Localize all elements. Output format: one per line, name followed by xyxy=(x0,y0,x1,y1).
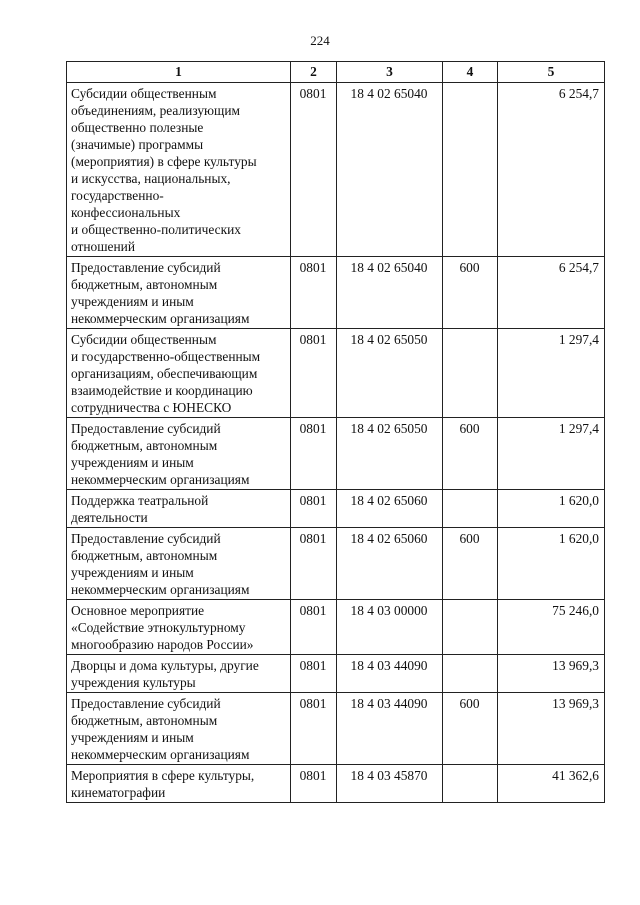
row-expense-type xyxy=(443,83,498,257)
row-name: Предоставление субсидий бюджетным, автономным учреждениям и иным некоммерческим организациям xyxy=(67,693,291,765)
row-section-code: 0801 xyxy=(291,600,337,655)
table-row xyxy=(67,765,605,803)
header-col-5: 5 xyxy=(498,62,605,83)
header-col-4: 4 xyxy=(443,62,498,83)
row-expense-type xyxy=(443,329,498,418)
row-target-code: 18 4 02 65060 xyxy=(337,528,443,600)
table-body xyxy=(67,83,605,803)
row-section-code: 0801 xyxy=(291,765,337,803)
table-row xyxy=(67,655,605,693)
row-amount: 13 969,3 xyxy=(498,655,605,693)
header-col-3: 3 xyxy=(337,62,443,83)
page-number: 224 xyxy=(310,33,330,48)
table-header xyxy=(67,62,605,83)
row-target-code: 18 4 03 44090 xyxy=(337,693,443,765)
budget-table xyxy=(66,61,605,803)
row-name: Поддержка театральной деятельности xyxy=(67,490,291,528)
row-section-code: 0801 xyxy=(291,693,337,765)
row-name: Субсидии общественным объединениям, реализующим общественно полезные (значимые) программы (мероприятия) в сфере культуры и искусства, национальных, государственно- конфессиональных и общественно-политических отношений xyxy=(67,83,291,257)
row-expense-type xyxy=(443,765,498,803)
row-target-code: 18 4 02 65050 xyxy=(337,418,443,490)
row-amount: 6 254,7 xyxy=(498,257,605,329)
table-row xyxy=(67,83,605,257)
row-target-code: 18 4 03 44090 xyxy=(337,655,443,693)
row-expense-type: 600 xyxy=(443,693,498,765)
row-name: Дворцы и дома культуры, другие учреждения культуры xyxy=(67,655,291,693)
row-target-code: 18 4 02 65040 xyxy=(337,257,443,329)
row-target-code: 18 4 03 00000 xyxy=(337,600,443,655)
row-expense-type xyxy=(443,600,498,655)
header-row xyxy=(67,62,605,83)
row-section-code: 0801 xyxy=(291,418,337,490)
row-amount: 1 297,4 xyxy=(498,418,605,490)
table-row xyxy=(67,257,605,329)
row-expense-type: 600 xyxy=(443,418,498,490)
row-expense-type xyxy=(443,655,498,693)
table-row xyxy=(67,600,605,655)
row-amount: 1 297,4 xyxy=(498,329,605,418)
row-section-code: 0801 xyxy=(291,490,337,528)
table-row xyxy=(67,490,605,528)
table-row xyxy=(67,693,605,765)
table-row xyxy=(67,329,605,418)
row-amount: 1 620,0 xyxy=(498,490,605,528)
row-name: Предоставление субсидий бюджетным, автономным учреждениям и иным некоммерческим организациям xyxy=(67,528,291,600)
header-col-1: 1 xyxy=(67,62,291,83)
row-amount: 41 362,6 xyxy=(498,765,605,803)
row-section-code: 0801 xyxy=(291,655,337,693)
row-name: Субсидии общественным и государственно-общественным организациям, обеспечивающим взаимодействие и координацию сотрудничества с ЮНЕСКО xyxy=(67,329,291,418)
row-amount: 6 254,7 xyxy=(498,83,605,257)
row-name: Предоставление субсидий бюджетным, автономным учреждениям и иным некоммерческим организациям xyxy=(67,418,291,490)
row-section-code: 0801 xyxy=(291,528,337,600)
row-target-code: 18 4 02 65060 xyxy=(337,490,443,528)
row-name: Основное мероприятие «Содействие этнокультурному многообразию народов России» xyxy=(67,600,291,655)
row-amount: 75 246,0 xyxy=(498,600,605,655)
row-section-code: 0801 xyxy=(291,83,337,257)
row-section-code: 0801 xyxy=(291,329,337,418)
row-target-code: 18 4 02 65040 xyxy=(337,83,443,257)
row-name: Предоставление субсидий бюджетным, автономным учреждениям и иным некоммерческим организациям xyxy=(67,257,291,329)
row-expense-type: 600 xyxy=(443,257,498,329)
table-row xyxy=(67,528,605,600)
row-amount: 13 969,3 xyxy=(498,693,605,765)
row-target-code: 18 4 03 45870 xyxy=(337,765,443,803)
header-col-2: 2 xyxy=(291,62,337,83)
table-row xyxy=(67,418,605,490)
row-section-code: 0801 xyxy=(291,257,337,329)
row-expense-type: 600 xyxy=(443,528,498,600)
row-target-code: 18 4 02 65050 xyxy=(337,329,443,418)
row-expense-type xyxy=(443,490,498,528)
row-name: Мероприятия в сфере культуры, кинематографии xyxy=(67,765,291,803)
row-amount: 1 620,0 xyxy=(498,528,605,600)
